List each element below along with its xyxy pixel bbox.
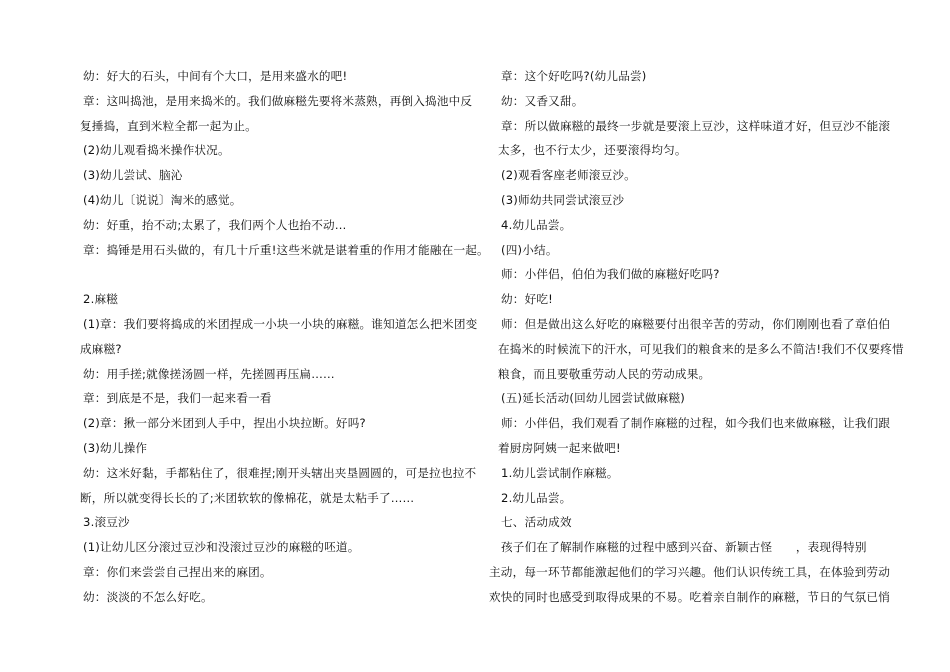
left-paragraph-line: 幼：这米好黏，手都粘住了，很难捏;刚开头辖出夹垦圆圆的，可是拉也拉不	[83, 465, 477, 480]
left-paragraph-line: 2.麻糍	[83, 292, 119, 307]
right-paragraph-line: 章：这个好吃吗?(幼儿品尝)	[501, 69, 647, 83]
right-paragraph-line: 着厨房阿姨一起来做吧!	[498, 440, 621, 455]
left-paragraph-line: 章：捣锤是用石头做的，有几十斤重!这些米就是谌着重的作用才能融在一起。	[83, 242, 489, 257]
left-paragraph-line: 成麻糍?	[80, 341, 122, 356]
right-paragraph-line: 粮食，而且要敬重劳动人民的劳动成果。	[498, 366, 711, 381]
left-paragraph-line: 断，所以就变得长长的了;米团软软的像棉花，就是太粘手了……	[80, 490, 415, 505]
left-paragraph-line: 复捶捣，直到米粒全都一起为止。	[80, 118, 257, 133]
right-text-column	[489, 64, 904, 610]
left-paragraph-line: 幼：好大的石头，中间有个大口，是用来盛水的吧!	[83, 69, 348, 83]
right-paragraph-line: 4.幼儿品尝。	[501, 217, 572, 232]
right-paragraph-line: 师：但是做出这么好吃的麻糍要付出很辛苦的劳动，你们刚刚也看了章伯伯	[501, 316, 891, 331]
right-paragraph-line: (五)延长活动(回幼儿园尝试做麻糍)	[501, 391, 686, 406]
right-paragraph-line: 章：所以做麻糍的最终一步就是要滚上豆沙，这样味道才好，但豆沙不能滚	[501, 118, 891, 133]
left-paragraph-line: 章：你们来尝尝自己捏出来的麻团。	[83, 564, 272, 579]
left-text-column	[80, 64, 489, 610]
right-paragraph-line: 欢快的同时也感受到取得成果的不易。吃着亲自制作的麻糍，节日的气氛已悄	[489, 589, 890, 604]
right-paragraph-line: 幼：好吃!	[501, 292, 554, 307]
left-paragraph-line: 3.滚豆沙	[83, 515, 130, 530]
left-paragraph-line: (2)章：揪一部分米团到人手中，捏出小块拉断。好吗?	[83, 416, 366, 431]
left-blank-line	[80, 262, 468, 287]
left-paragraph-line: (1)章：我们要将捣成的米团捏成一小块一小块的麻糍。谁知道怎么把米团变	[83, 316, 478, 331]
left-paragraph-line: 章：这叫捣池，是用来捣米的。我们做麻糍先要将米蒸熟，再倒入捣池中反	[83, 93, 473, 108]
left-paragraph-line: 幼：用手搓;就像搓汤圆一样，先搓圆再压扁……	[83, 366, 335, 381]
right-paragraph-line: 主动，每一环节都能激起他们的学习兴趣。他们认识传统工具，在体验到劳动	[489, 564, 890, 579]
left-paragraph-line: 幼：好重，抬不动;太累了，我们两个人也抬不动…	[83, 217, 347, 232]
right-paragraph-line: 太多，也不行太少，还要滚得均匀。	[498, 143, 687, 158]
left-paragraph-line: (4)幼儿〔说说〕淘米的感觉。	[83, 192, 242, 207]
left-paragraph-line: (2)幼儿观看捣米操作状况。	[83, 143, 230, 158]
right-paragraph-line: (3)师幼共同尝试滚豆沙	[501, 192, 625, 207]
left-paragraph-line: 幼：淡淡的不怎么好吃。	[83, 589, 213, 604]
right-paragraph-line: 幼：又香又甜。	[501, 93, 584, 108]
right-paragraph-line: 1.幼儿尝试制作麻糍。	[501, 465, 619, 480]
right-paragraph-line: 七、活动成效	[501, 515, 572, 530]
right-paragraph-line: 2.幼儿品尝。	[501, 490, 572, 505]
right-paragraph-line: 在捣米的时候流下的汗水，可见我们的粮食来的是多么不简洁!我们不仅要疼惜	[498, 341, 904, 356]
right-paragraph-line: (四)小结。	[501, 242, 558, 257]
right-paragraph-line: 孩子们在了解制作麻糍的过程中感到兴奋、新颖古怪 ，表现得特别	[501, 540, 867, 555]
right-paragraph-line: (2)观看客座老师滚豆沙。	[501, 168, 636, 183]
left-paragraph-line: (1)让幼儿区分滚过豆沙和没滚过豆沙的麻糍的呸道。	[83, 540, 360, 555]
right-paragraph-line: 师：小伴侣，我们观看了制作麻糍的过程，如今我们也来做麻糍，让我们跟	[501, 416, 891, 431]
left-paragraph-line: (3)幼儿尝试、脑沁	[83, 168, 183, 183]
right-paragraph-line: 师：小伴侣，伯伯为我们做的麻糍好吃吗?	[501, 267, 720, 282]
left-paragraph-line: 章：到底是不是，我们一起来看一看	[83, 391, 272, 406]
left-paragraph-line: (3)幼儿操作	[83, 440, 148, 455]
